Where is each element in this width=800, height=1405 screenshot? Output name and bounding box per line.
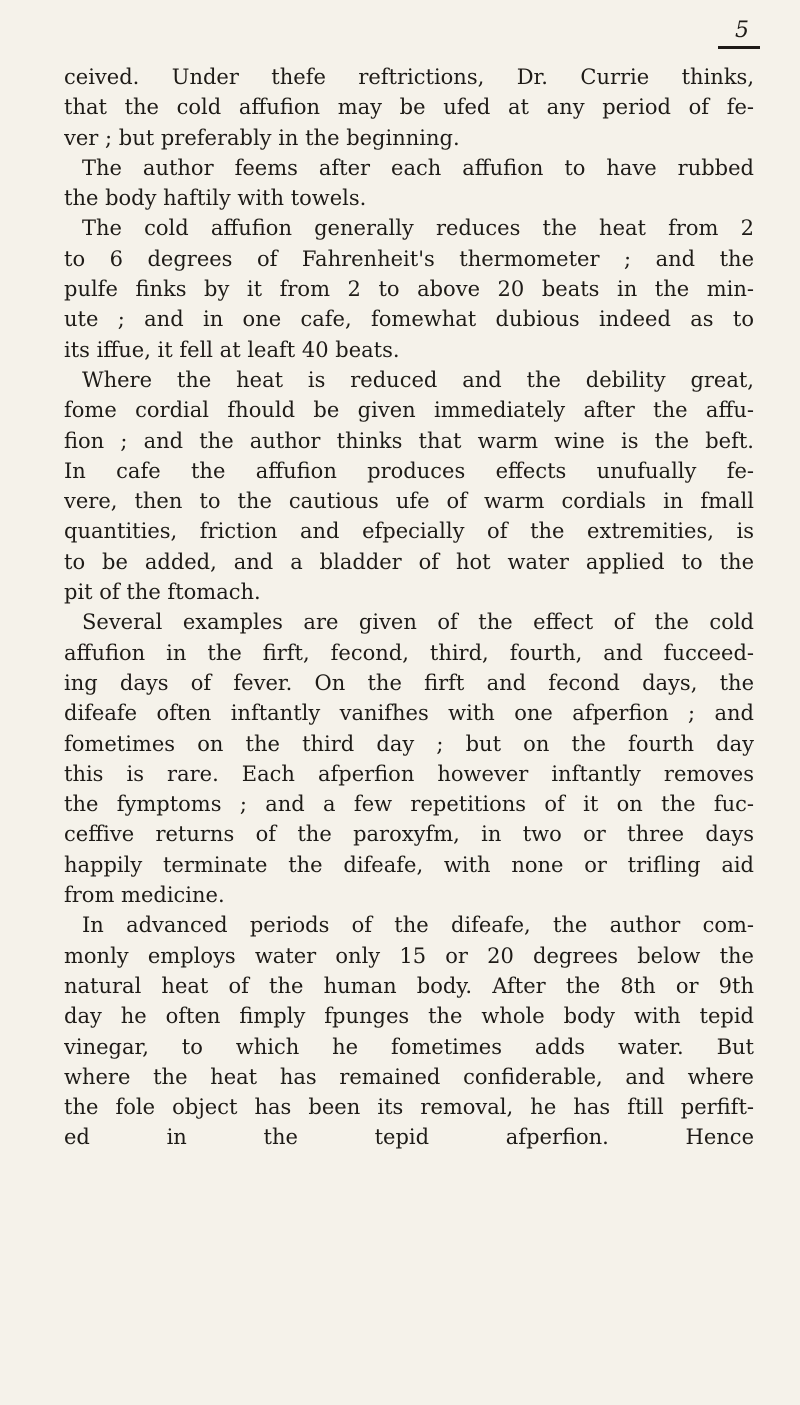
text-line: ver ; but preferably in the beginning. — [64, 125, 460, 150]
text-line: to 6 degrees of Fahrenheit's thermometer ; and the — [64, 246, 754, 271]
text-line: ceived. Under thefe reftrictions, Dr. Currie thinks, — [64, 65, 754, 89]
text-line: the fymptoms ; and a few repetitions of it on the fuc- — [64, 792, 754, 817]
text-line: this is rare. Each afperfion however inftantly removes — [64, 761, 754, 786]
page-number-rule — [718, 46, 760, 49]
text-line: to be added, and a bladder of hot water applied to the — [64, 549, 754, 574]
text-line: ed in the tepid afperfion. Hence — [64, 1125, 754, 1150]
text-line: the body haftily with towels. — [64, 186, 367, 211]
text-line: natural heat of the human body. After the 8th or 9th — [64, 973, 754, 998]
text-line: that the cold affufion may be ufed at any period of fe- — [64, 95, 754, 120]
text-line: pit of the ftomach. — [64, 580, 261, 605]
body-text — [64, 62, 754, 1153]
text-line: vinegar, to which he fometimes adds water. But — [64, 1034, 754, 1059]
text-line: Several examples are given of the effect of the cold — [82, 610, 754, 635]
text-line: fion ; and the author thinks that warm wine is the beft. — [64, 428, 754, 453]
page-number: 5 — [735, 18, 750, 43]
text-line: where the heat has remained confiderable, and where — [64, 1064, 754, 1089]
text-line: affufion in the firft, fecond, third, fourth, and fucceed- — [64, 640, 754, 665]
text-line: from medicine. — [64, 883, 225, 908]
text-line: happily terminate the difeafe, with none or trifling aid — [64, 852, 754, 877]
text-line: quantities, friction and efpecially of the extremities, is — [64, 519, 754, 544]
text-line: day he often fimply fpunges the whole body with tepid — [64, 1004, 754, 1029]
text-line: fometimes on the third day ; but on the fourth day — [64, 731, 754, 756]
text-line: In advanced periods of the difeafe, the author com- — [82, 913, 754, 938]
text-line: difeafe often inftantly vanifhes with one afperfion ; and — [64, 701, 754, 726]
text-line: In cafe the affufion produces effects unufually fe- — [64, 458, 754, 483]
text-line: The cold affufion generally reduces the heat from 2 — [82, 216, 754, 241]
text-line: pulfe finks by it from 2 to above 20 beats in the min- — [64, 277, 754, 302]
text-line: fome cordial fhould be given immediately after the affu- — [64, 398, 754, 423]
text-line: its iffue, it fell at leaft 40 beats. — [64, 337, 400, 362]
text-line: Where the heat is reduced and the debility great, — [82, 367, 754, 392]
text-line: ing days of fever. On the firft and fecond days, the — [64, 670, 754, 695]
text-line: the fole object has been its removal, he has ftill perfift- — [64, 1095, 754, 1120]
text-line: The author feems after each affufion to have rubbed — [82, 155, 754, 180]
text-line: vere, then to the cautious ufe of warm cordials in fmall — [64, 489, 754, 514]
text-line: monly employs water only 15 or 20 degrees below the — [64, 943, 754, 968]
text-line: ute ; and in one cafe, fomewhat dubious indeed as to — [64, 307, 754, 332]
text-line: ceffive returns of the paroxyfm, in two or three days — [64, 822, 754, 847]
